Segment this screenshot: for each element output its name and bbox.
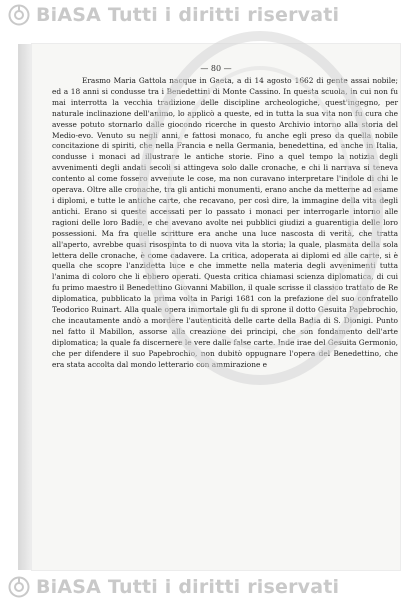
paragraph: Erasmo Maria Gattola nacque in Gaeta, a di 14 agosto 1662 di gente assai nobile; ed a 18 anni si condusse tra i Benedettini di Monte Cassino. In questa scuola, in cui non fu mai interrotta la vecchia tradizione delle discipline archeologiche, quest'ingegno, per naturale inclinazione dell'animo, lo applicò a queste, ed in tutta la sua vita non fu cura che avesse potuto stornarlo dalle giocondo ricerche in questo Archivio intorno alla storia del Medio-evo. Venuto su negli anni, e fattosi monaco, fu anche egli preso da quella nobile concitazione di spiriti, che nella Francia e nella Germania, benedettina, ed anche in Italia, condusse i monaci ad illustrare le antiche storie. Fino a quel tempo la notizia degli avvenimenti degli andati secoli si attingeva solo dalle cronache, e chi li narrava si teneva contento al come fossero avvenute le cose, ma non curavano interpretare l'indole di chi le operava. Oltre alle cronache, tra gli antichi monumenti, erano anche da metterne ad esame i diplomi, e tutte le antiche carte, che recavano, per così dire, la immagine della vita degli antichi. Erano si queste accessati per lo passato i monaci per interrogarle intorno alle ragioni delle loro Badie, e che avevano avolte nei pubblici giudizi a guarentigia delle loro possessioni. Ma fra quelle scritture era anche una luce nascosta di verità, che tratta all'aperto, avrebbe quasi risospinta to di nuova vita la storia; la quale, plasmata della sola lettera delle cronache, è come cadavere. La critica, adoperata ai diplomi ed alle carte, si è quella che scopre l'anzidetta luce e che immette nella materia degli avvenimenti tutta l'anima di coloro che li ebbero operati. Questa critica chiamasi scienza diplomatica, di cui fu primo maestro il Benedettino Giovanni Mabillon, il quale scrisse il classico trattato de Re diplomatica, pubblicato la prima volta in Parigi 1681 con la prefazione del suo confratello Teodorico Ruinart. Alla quale opera immortale gli fu di sprone il dotto Gesuita Papebrochio, che incautamente andò a mordere l'autenticità delle carte della Badia di S. Dionigi. Punto nel fatto il Mabillon, assorse alla creazione dei principi, che son fondamento dell'arte diplomatica; la quale fa discernere le vere dalle false carte. Inde irae del Gesuita Germonio, che per difendere il suo Papebrochio, non dubitò oppugnare l'opera del Benedettino, che era stata accolta dal mondo letterario con ammirazione e [52, 76, 398, 369]
biasa-logo-icon [8, 4, 30, 26]
watermark-bottom [0, 572, 420, 602]
page-spine-shadow [18, 44, 32, 570]
watermark-top-text: BiASA Tutti i diritti riservati [36, 4, 340, 26]
biasa-logo-icon [8, 576, 30, 598]
body-text [52, 76, 398, 370]
watermark-bottom-text: BiASA Tutti i diritti riservati [36, 576, 340, 598]
watermark-top [0, 0, 420, 30]
page-number: — 80 — [200, 64, 232, 73]
document-page [32, 44, 400, 570]
